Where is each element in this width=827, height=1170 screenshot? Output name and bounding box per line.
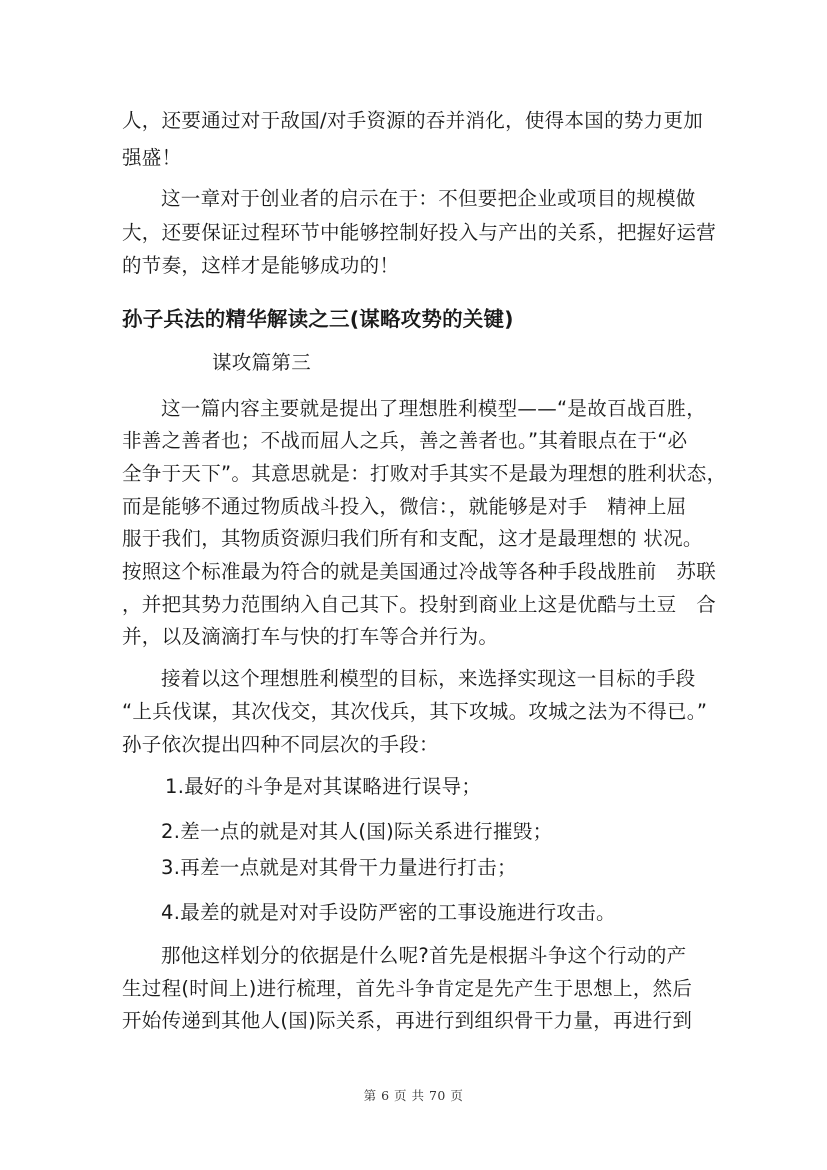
paragraph-3-line-1: 这一篇内容主要就是提出了理想胜利模型——“是故百战百胜，: [161, 397, 707, 420]
list-item-3: 3.再差一点就是对其骨干力量进行打击；: [161, 856, 517, 879]
paragraph-5-line-1: 那他这样划分的依据是什么呢?首先是根据斗争这个行动的产: [161, 944, 687, 967]
list-item-2: 2.差一点的就是对其人(国)际关系进行摧毁；: [161, 820, 553, 843]
paragraph-5-line-2: 生过程(时间上)进行梳理，首先斗争肯定是先产生于思想上，然后: [122, 977, 693, 1000]
list-item-4: 4.最差的就是对对手设防严密的工事设施进行攻击。: [161, 901, 616, 924]
paragraph-3-line-5: 服于我们，其物质资源归我们所有和支配，这才是最理想的 状况。: [122, 527, 703, 550]
paragraph-3-line-6: 按照这个标准最为符合的就是美国通过冷战等各种手段战胜前 苏联: [122, 560, 717, 583]
paragraph-4-line-3: 孙子依次提出四种不同层次的手段：: [122, 733, 439, 756]
paragraph-5-line-3: 开始传递到其他人(国)际关系，再进行到组织骨干力量，再进行到: [122, 1009, 693, 1032]
paragraph-3-line-3: 全争于天下”。其意思就是：打败对手其实不是最为理想的胜利状态，: [122, 462, 727, 485]
section-heading: 孙子兵法的精华解读之三(谋略攻势的关键): [122, 307, 514, 331]
paragraph-3-line-4: 而是能够不通过物质战斗投入，微信：，就能够是对手 精神上屈: [122, 495, 687, 518]
page-number-footer: 第 6 页 共 70 页: [363, 1088, 464, 1103]
paragraph-3-line-2: 非善之善者也；不战而屈人之兵，善之善者也。”其着眼点在于“必: [122, 429, 688, 452]
paragraph-4-line-1: 接着以这个理想胜利模型的目标，来选择实现这一目标的手段: [161, 667, 696, 690]
paragraph-3-line-8: 并，以及滴滴打车与快的打车等合并行为。: [122, 625, 499, 648]
list-item-1: 1.最好的斗争是对其谋略进行误导；: [165, 775, 482, 798]
paragraph-3-line-7: ，并把其势力范围纳入自己其下。投射到商业上这是优酷与土豆 合: [122, 593, 717, 616]
paragraph-1-line-2: 强盛！: [122, 146, 182, 169]
paragraph-1-line-1: 人，还要通过对于敌国/对手资源的吞并消化，使得本国的势力更加: [122, 109, 704, 132]
paragraph-2-line-1: 这一章对于创业者的启示在于：不但要把企业或项目的规模做: [161, 187, 696, 210]
chapter-title: 谋攻篇第三: [212, 351, 312, 374]
paragraph-4-line-2: “上兵伐谋，其次伐交，其次伐兵，其下攻城。攻城之法为不得已。”: [122, 700, 708, 723]
paragraph-2-line-2: 大，还要保证过程环节中能够控制好投入与产出的关系，把握好运营: [122, 221, 717, 244]
paragraph-2-line-3: 的节奏，这样才是能够成功的！: [122, 254, 400, 277]
